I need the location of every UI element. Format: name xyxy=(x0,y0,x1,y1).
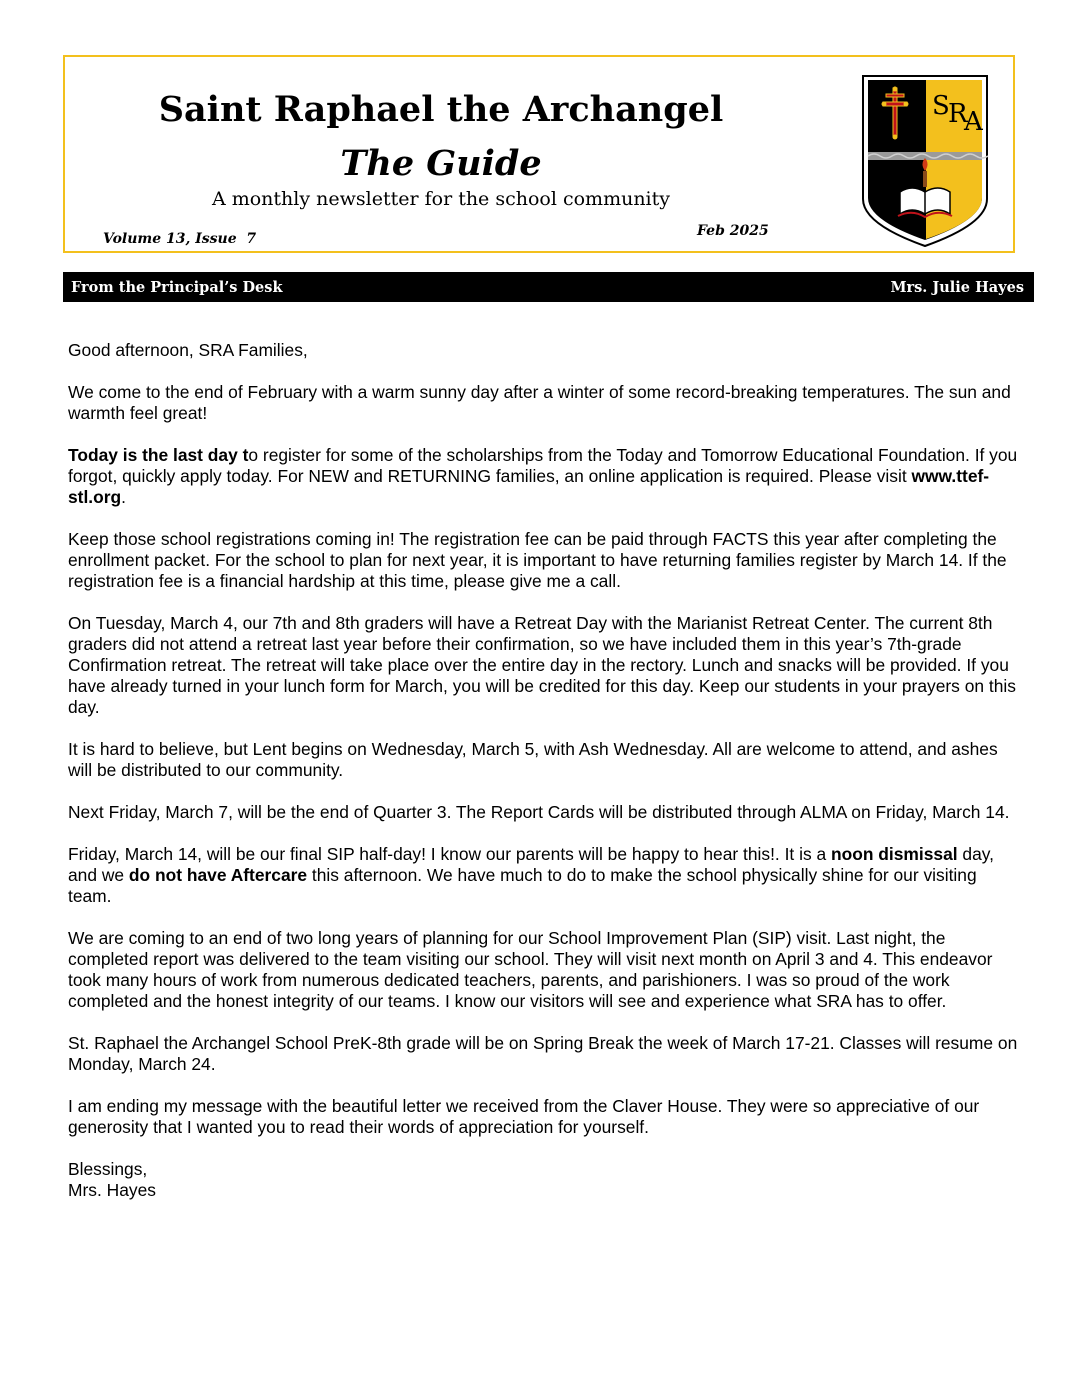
principal-letter xyxy=(68,340,1018,1201)
bold-no-aftercare: do not have Aftercare xyxy=(128,865,308,885)
signature: Mrs. Hayes xyxy=(68,1180,156,1200)
paragraph-lent: It is hard to believe, but Lent begins on Wednesday, March 5, with Ash Wednesday. All are welcome to attend, and ashes will be distributed to our community. xyxy=(68,739,998,780)
ttef-link[interactable]: www.ttef-stl.org xyxy=(68,466,990,507)
paragraph-spring-break: St. Raphael the Archangel School PreK-8th grade will be on Spring Break the week of March 17-21. Classes will resume on Monday, March 24. xyxy=(68,1033,1018,1074)
section-author: Mrs. Julie Hayes xyxy=(890,279,1024,296)
paragraph-retreat: On Tuesday, March 4, our 7th and 8th graders will have a Retreat Day with the Marianist Retreat Center. The current 8th graders did not attend a retreat last year before their confirmation, so we have included them in this year’s 7th-grade Confirmation retreat. The retreat will take place over the entire day in the rectory. Lunch and snacks will be provided. If you have already turned in your lunch form for March, you will be credited for this day. Keep our students in your prayers on this day. xyxy=(68,613,1016,717)
school-crest-logo xyxy=(860,74,990,249)
paragraph-sip-half-day xyxy=(68,844,1018,907)
paragraph-weather: We come to the end of February with a warm sunny day after a winter of some record-breaking temperatures. The sun and warmth feel great! xyxy=(68,382,1011,423)
closing: Blessings, xyxy=(68,1159,148,1179)
scholarship-text: o register for some of the scholarships from the Today and Tomorrow Educational Foundation. If you forgot, quickly apply today. For NEW and RETURNING families, an online application is required. Please visit xyxy=(68,445,1018,486)
half-day-text-1: Friday, March 14, will be our final SIP half-day! I know our parents will be happy to hear this!. It is a xyxy=(68,844,831,864)
svg-text:R: R xyxy=(948,99,968,129)
section-title: From the Principal’s Desk xyxy=(71,279,283,296)
paragraph-registrations: Keep those school registrations coming in! The registration fee can be paid through FACTS this year after completing the enrollment packet. For the school to plan for next year, it is important to have returning families register by March 14. If the registration fee is a financial hardship at this time, please give me a call. xyxy=(68,529,1007,591)
bold-noon-dismissal: noon dismissal xyxy=(830,844,958,864)
tagline: A monthly newsletter for the school community xyxy=(211,188,671,210)
paragraph-sip-visit: We are coming to an end of two long years of planning for our School Improvement Plan (SIP) visit. Last night, the completed report was delivered to the team visiting our school. They will visit next month on April 3 and 4. This endeavor took many hours of work from numerous dedicated teachers, parents, and parishioners. I was so proud of the work completed and the honest integrity of our teams. I know our visitors will see and experience what SRA has to offer. xyxy=(68,928,993,1011)
paragraph-scholarships xyxy=(68,445,1018,508)
issue-date: Feb 2025 xyxy=(697,223,769,239)
half-day-text-2: day, and we xyxy=(68,844,994,885)
period: . xyxy=(121,487,126,507)
svg-text:A: A xyxy=(964,107,983,137)
paragraph-claver-house: I am ending my message with the beautiful letter we received from the Claver House. They were so appreciative of our generosity that I wanted you to read their words of appreciation for yourself. xyxy=(68,1096,980,1137)
masthead xyxy=(63,55,1015,253)
school-name: Saint Raphael the Archangel xyxy=(158,89,724,130)
greeting: Good afternoon, SRA Families, xyxy=(68,340,308,360)
newsletter-title: The Guide xyxy=(340,143,542,184)
volume-issue: Volume 13, Issue 7 xyxy=(103,231,257,247)
svg-text:S: S xyxy=(932,91,950,121)
bold-deadline: Today is the last day t xyxy=(68,445,249,465)
half-day-text-3: this afternoon. We have much to do to make the school physically shine for our visiting team. xyxy=(68,865,977,906)
section-header-bar xyxy=(63,272,1034,302)
paragraph-quarter: Next Friday, March 7, will be the end of Quarter 3. The Report Cards will be distributed through ALMA on Friday, March 14. xyxy=(68,802,1010,822)
